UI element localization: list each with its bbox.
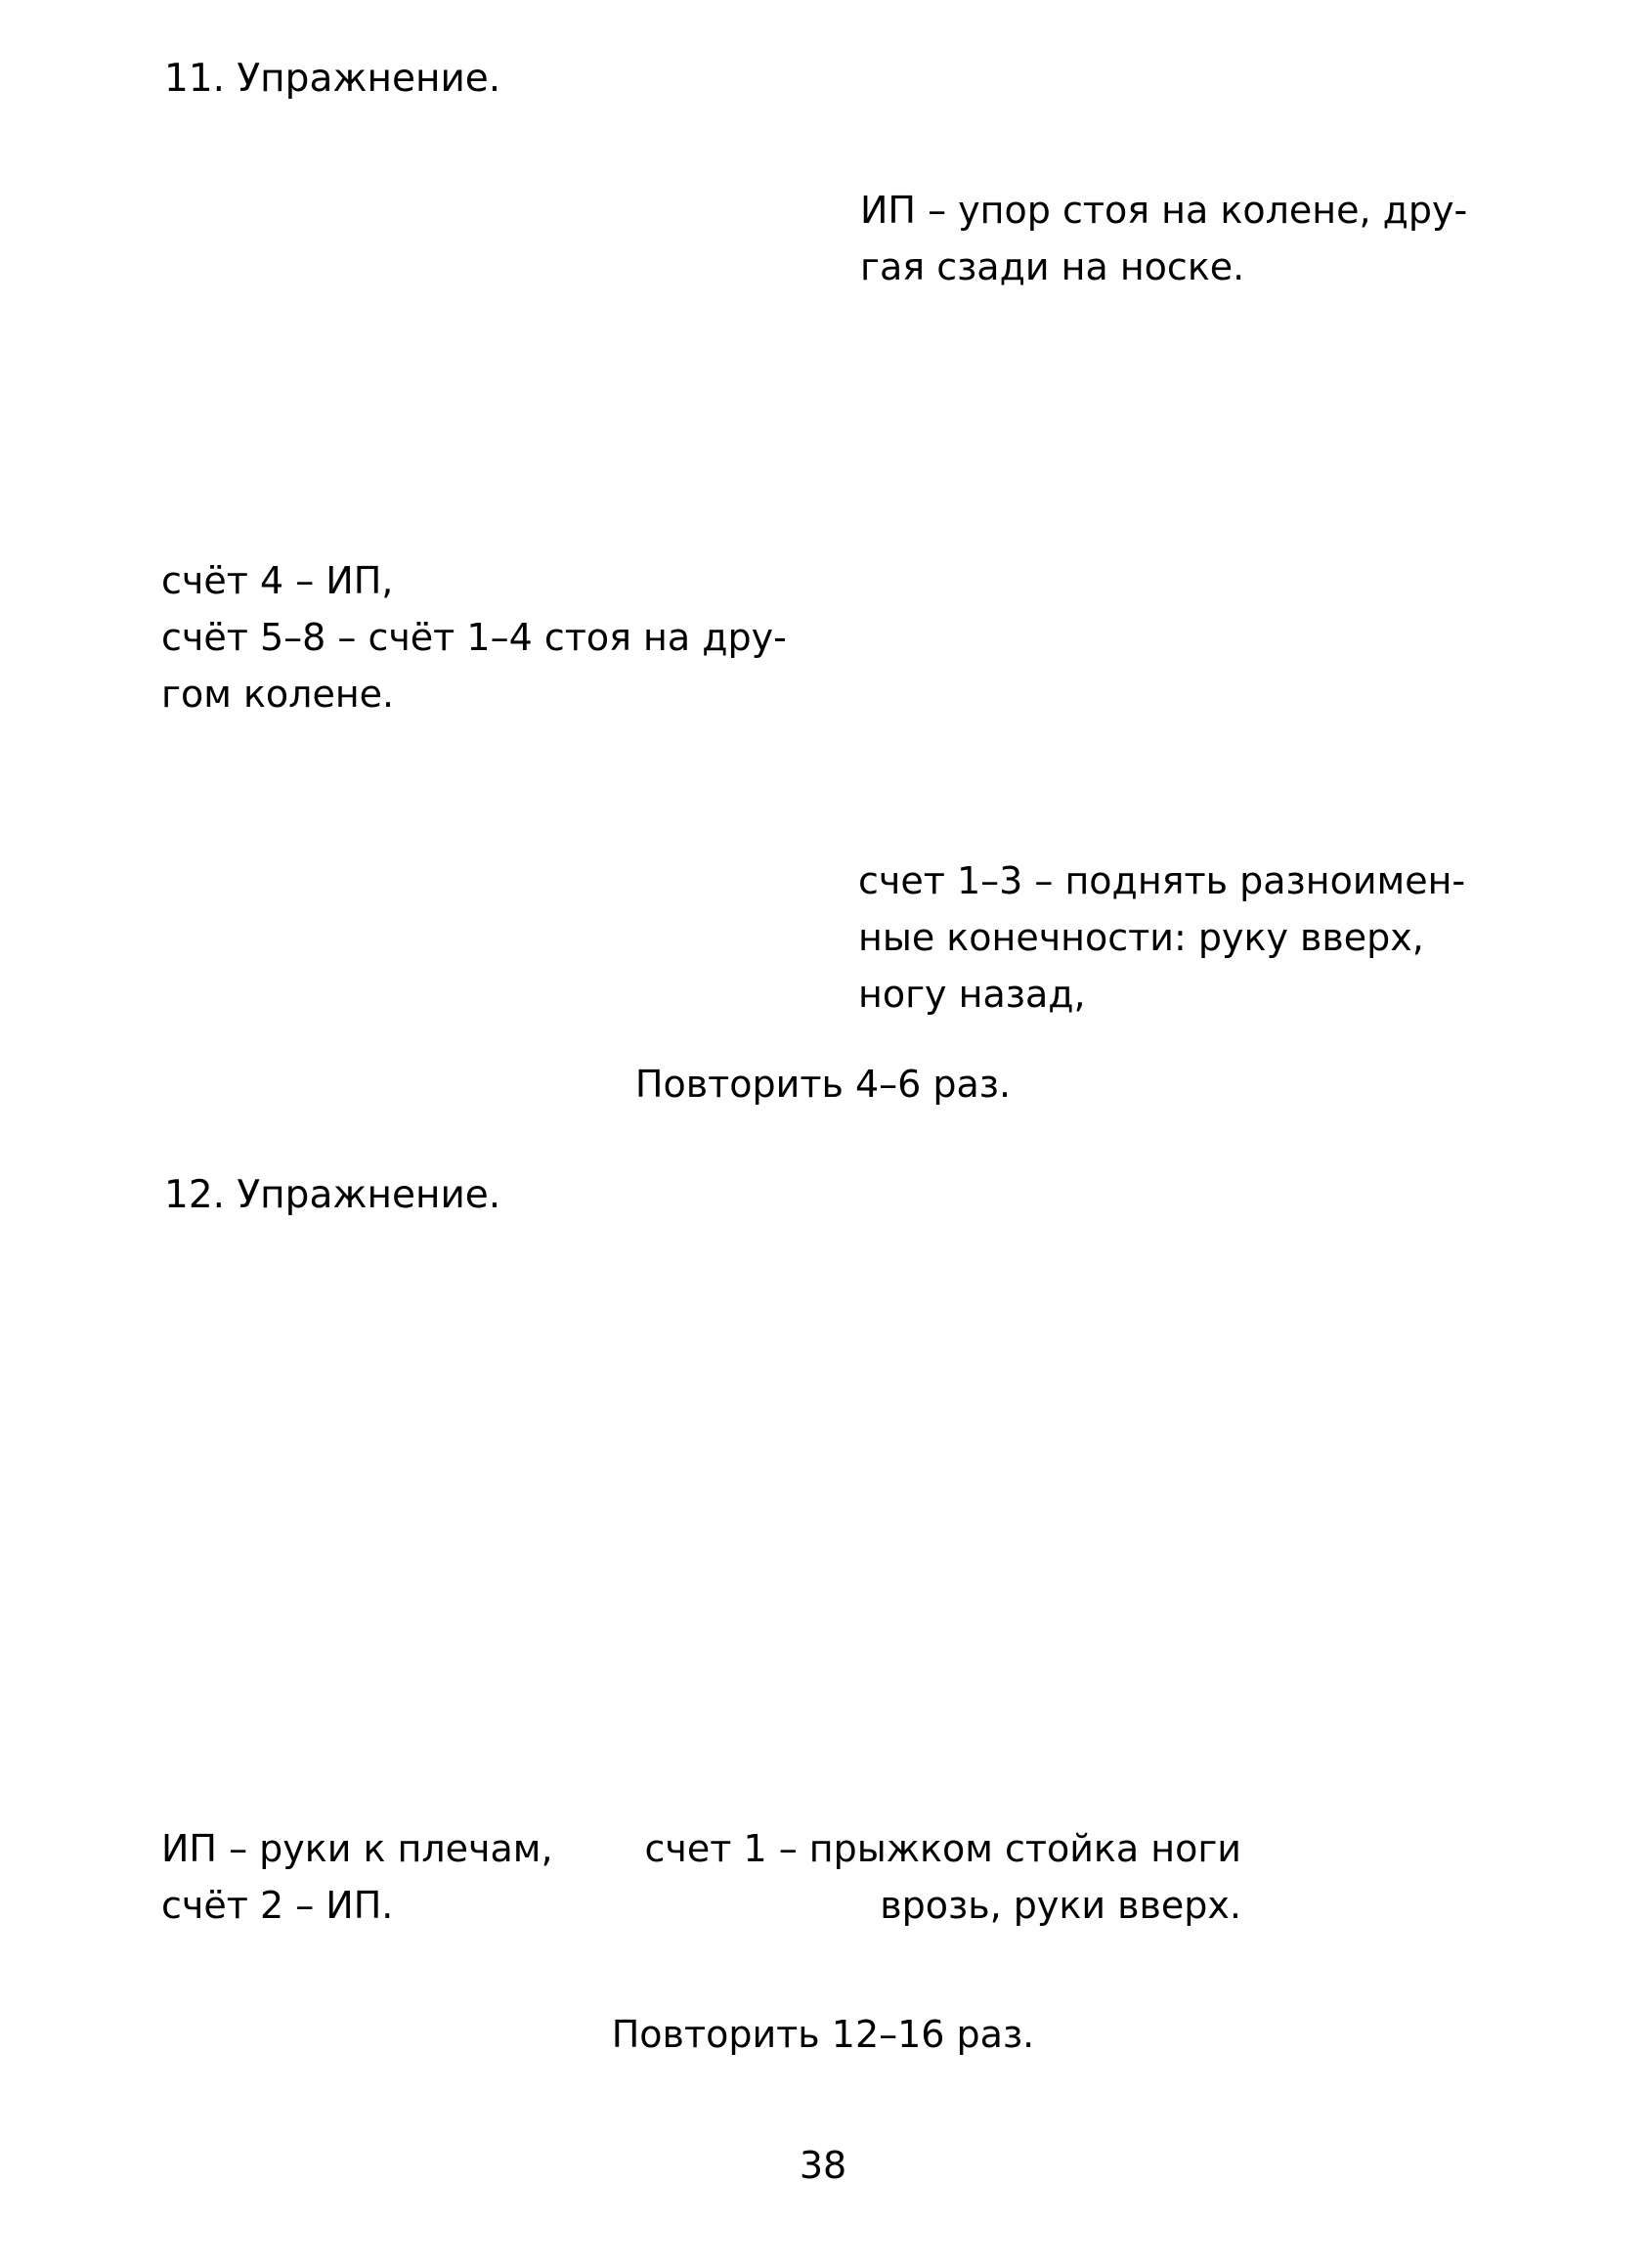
text-line: счёт 4 – ИП, <box>161 559 394 602</box>
exercise-11-repeat: Повторить 4–6 раз. <box>634 1063 1012 1106</box>
exercise-11-start-position <box>860 182 1495 295</box>
text-fragment: счёт 2 – ИП. <box>161 1884 394 1927</box>
page-number: 38 <box>799 2144 847 2187</box>
text-line <box>161 1820 1241 1877</box>
exercise-12-heading: 12. Упражнение. <box>164 1173 501 1217</box>
text-line: ные конечности: руку вверх, <box>858 916 1424 959</box>
exercise-11-counts-right <box>858 852 1503 1023</box>
text-line: счёт 5–8 – счёт 1–4 стоя на дру- <box>161 616 787 659</box>
text-fragment: счет 1 – прыжком стойка ноги <box>644 1827 1241 1870</box>
exercise-11-heading: 11. Упражнение. <box>164 57 501 101</box>
exercise-12-repeat: Повторить 12–16 раз. <box>611 2013 1035 2056</box>
text-fragment: врозь, руки вверх. <box>880 1884 1241 1927</box>
text-line: ИП – упор стоя на колене, дру- <box>860 189 1468 232</box>
text-line: гом колене. <box>161 673 395 716</box>
text-line: ногу назад, <box>858 973 1086 1016</box>
text-fragment: ИП – руки к плечам, <box>161 1827 553 1870</box>
exercise-12-start-position <box>161 1820 1241 1934</box>
text-line: гая сзади на носке. <box>860 245 1245 288</box>
exercise-11-counts-left <box>161 552 806 722</box>
text-line: счет 1–3 – поднять разноимен- <box>858 859 1466 902</box>
text-line <box>161 1877 1241 1934</box>
